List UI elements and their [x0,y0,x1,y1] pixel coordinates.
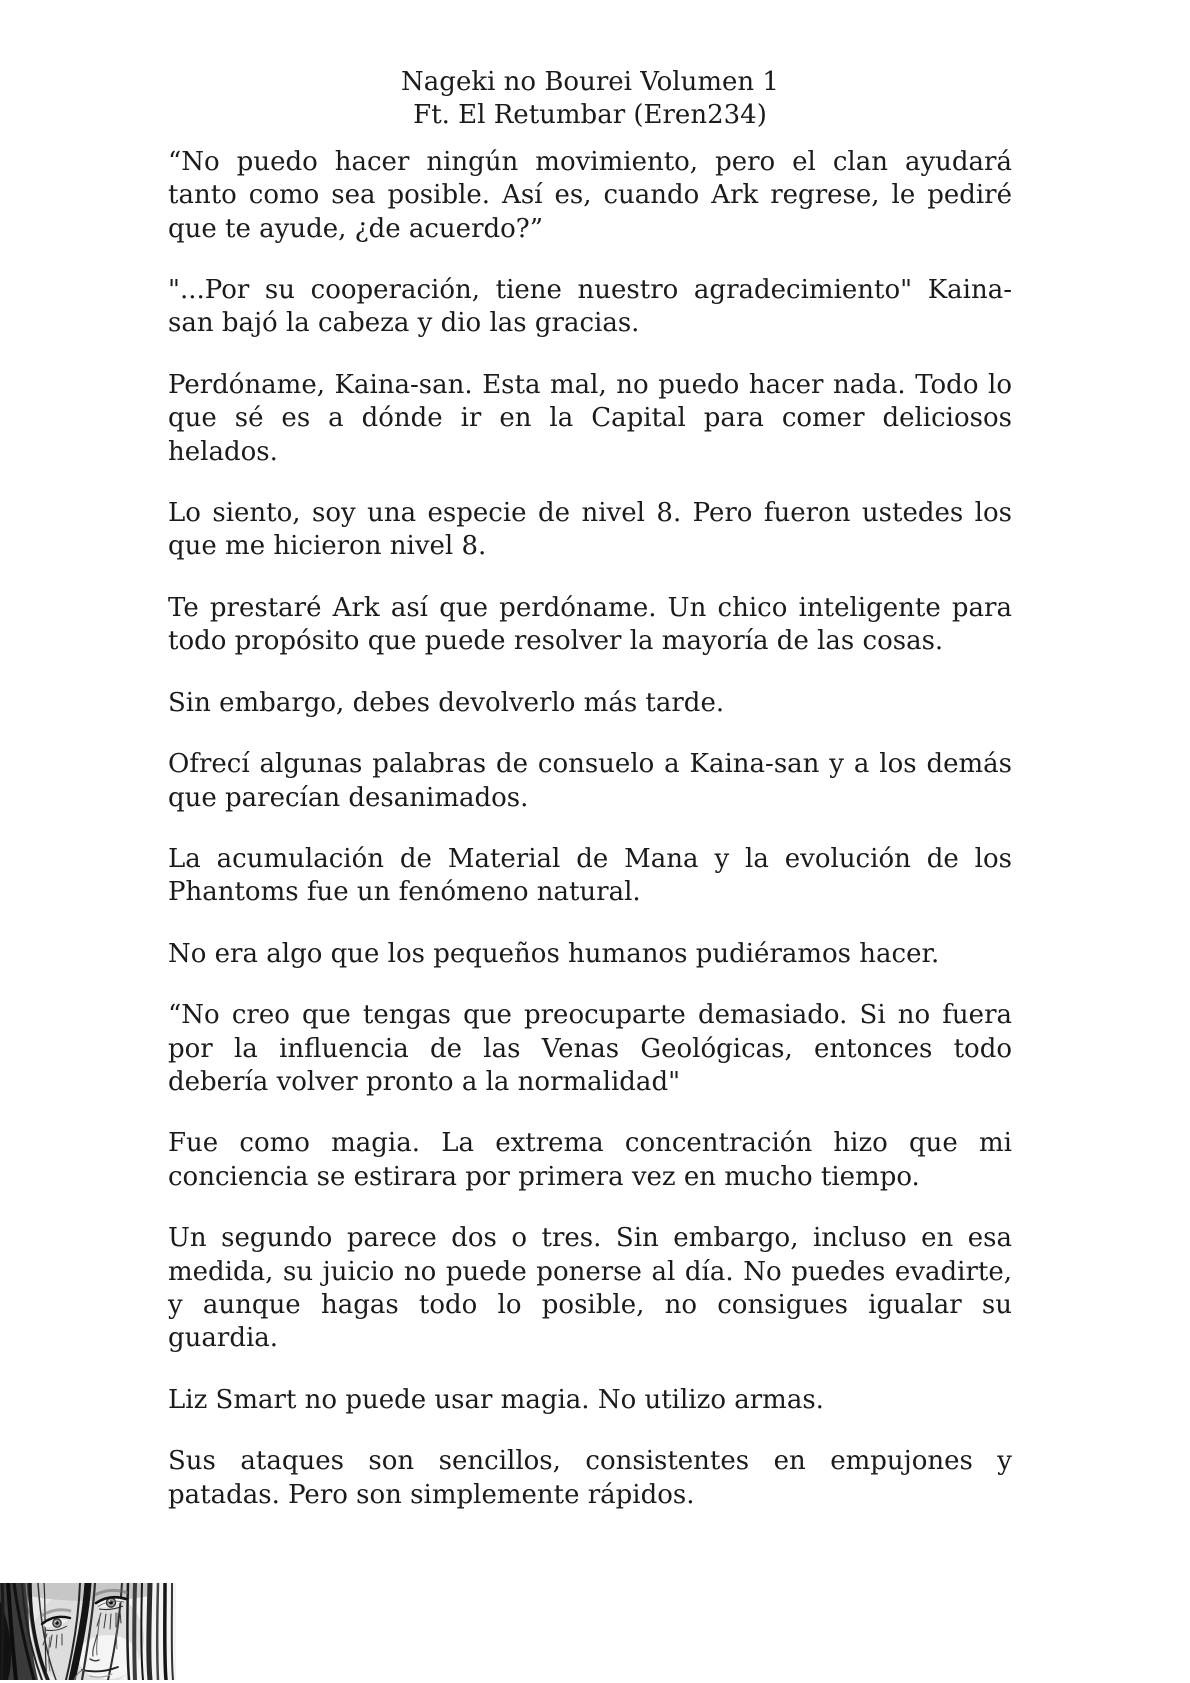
paragraph: Un segundo parece dos o tres. Sin embargo, incluso en esa medida, su juicio no puede ponerse al día. No puedes evadirte, y aunque hagas todo lo posible, no consigues igualar su guardia. [168,1223,1012,1354]
manga-face-image [0,1583,176,1680]
paragraph: Fue como magia. La extrema concentración hizo que mi conciencia se estirara por primera vez en mucho tiempo. [168,1128,1012,1192]
paragraph: “No puedo hacer ningún movimiento, pero el clan ayudará tanto como sea posible. Así es, cuando Ark regrese, le pediré que te ayude, ¿de acuerdo?” [168,146,1012,244]
paragraph: Perdóname, Kaina-san. Esta mal, no puedo hacer nada. Todo lo que sé es a dónde ir en la Capital para comer deliciosos helados. [168,369,1012,467]
paragraph: Liz Smart no puede usar magia. No utilizo armas. [168,1384,824,1415]
text-block [168,66,1012,1512]
paragraph: Sin embargo, debes devolverlo más tarde. [168,687,725,718]
paragraph: Te prestaré Ark así que perdóname. Un chico inteligente para todo propósito que puede resolver la mayoría de las cosas. [168,592,1012,657]
paragraph: La acumulación de Material de Mana y la evolución de los Phantoms fue un fenómeno natural. [168,843,1012,908]
manga-face-illustration [0,1583,176,1680]
title-block [168,66,1012,133]
paragraph: "...Por su cooperación, tiene nuestro agradecimiento" Kaina-san bajó la cabeza y dio las gracias. [168,275,1012,339]
paragraph: No era algo que los pequeños humanos pudiéramos hacer. [168,938,940,969]
paragraph: Sus ataques son sencillos, consistentes en empujones y patadas. Pero son simplemente rápidos. [168,1446,1012,1510]
paragraph: Lo siento, soy una especie de nivel 8. Pero fueron ustedes los que me hicieron nivel 8. [168,498,1012,562]
document-title: Nageki no Bourei Volumen 1 [401,67,779,97]
paragraph: “No creo que tengas que preocuparte demasiado. Si no fuera por la influencia de las Venas Geológicas, entonces todo debería volver pronto a la normalidad" [168,1000,1012,1097]
paragraph: Ofrecí algunas palabras de consuelo a Kaina-san y a los demás que parecían desanimados. [168,749,1012,813]
document-subtitle: Ft. El Retumbar (Eren234) [413,100,767,131]
